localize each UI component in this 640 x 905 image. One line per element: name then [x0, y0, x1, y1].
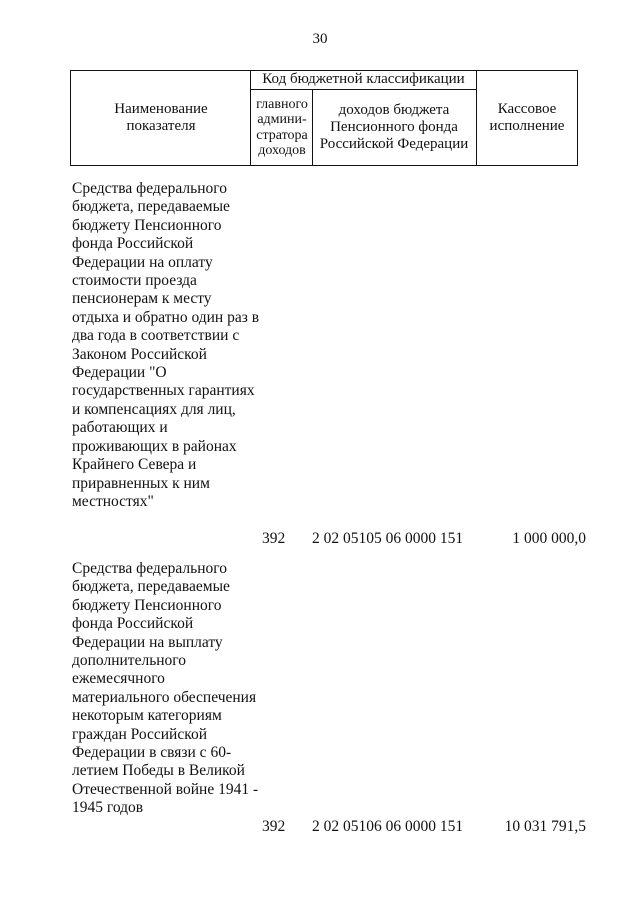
table-row-income-code: 2 02 05105 06 0000 151 — [312, 530, 464, 547]
header-divider-income — [476, 70, 477, 166]
header-income: доходов бюджета Пенсионного фонда Российской Федерации — [319, 102, 469, 152]
table-row-amount: 10 031 791,5 — [504, 818, 586, 835]
header-admin: главного админи-стратора доходов — [256, 96, 308, 158]
header-divider-admin — [312, 89, 313, 166]
table-row-admin-code: 392 — [262, 530, 286, 547]
table-header — [70, 70, 578, 166]
table-row-name: Средства федерального бюджета, передаваемые бюджету Пенсионного фонда Российской Федерации на выплату дополнительного ежемесячного материального обеспечения некоторым категориям граждан Российской Федерации в связи с 60-летием Победы в Великой Отечественной войне 1941 - 1945 годов — [72, 560, 259, 817]
header-left-border — [70, 70, 71, 166]
header-name: Наименование показателя — [114, 101, 208, 134]
header-budget-code-group: Код бюджетной классификации — [262, 71, 465, 87]
table-row-amount: 1 000 000,0 — [512, 530, 586, 547]
header-execution: Кассовое исполнение — [489, 101, 565, 134]
page-number: 30 — [312, 31, 328, 47]
table-row-income-code: 2 02 05106 06 0000 151 — [312, 818, 464, 835]
header-right-border — [577, 70, 578, 166]
table-row-name: Средства федерального бюджета, передаваемые бюджету Пенсионного фонда Российской Федерации на оплату стоимости проезда пенсионерам к месту отдыха и обратно один раз в два года в соответствии с Законом Российской Федерации "О государственных гарантиях и компенсациях для лиц, работающих и проживающих в районах Крайнего Севера и приравненных к ним местностях" — [72, 180, 260, 510]
table-row-admin-code: 392 — [262, 818, 286, 835]
